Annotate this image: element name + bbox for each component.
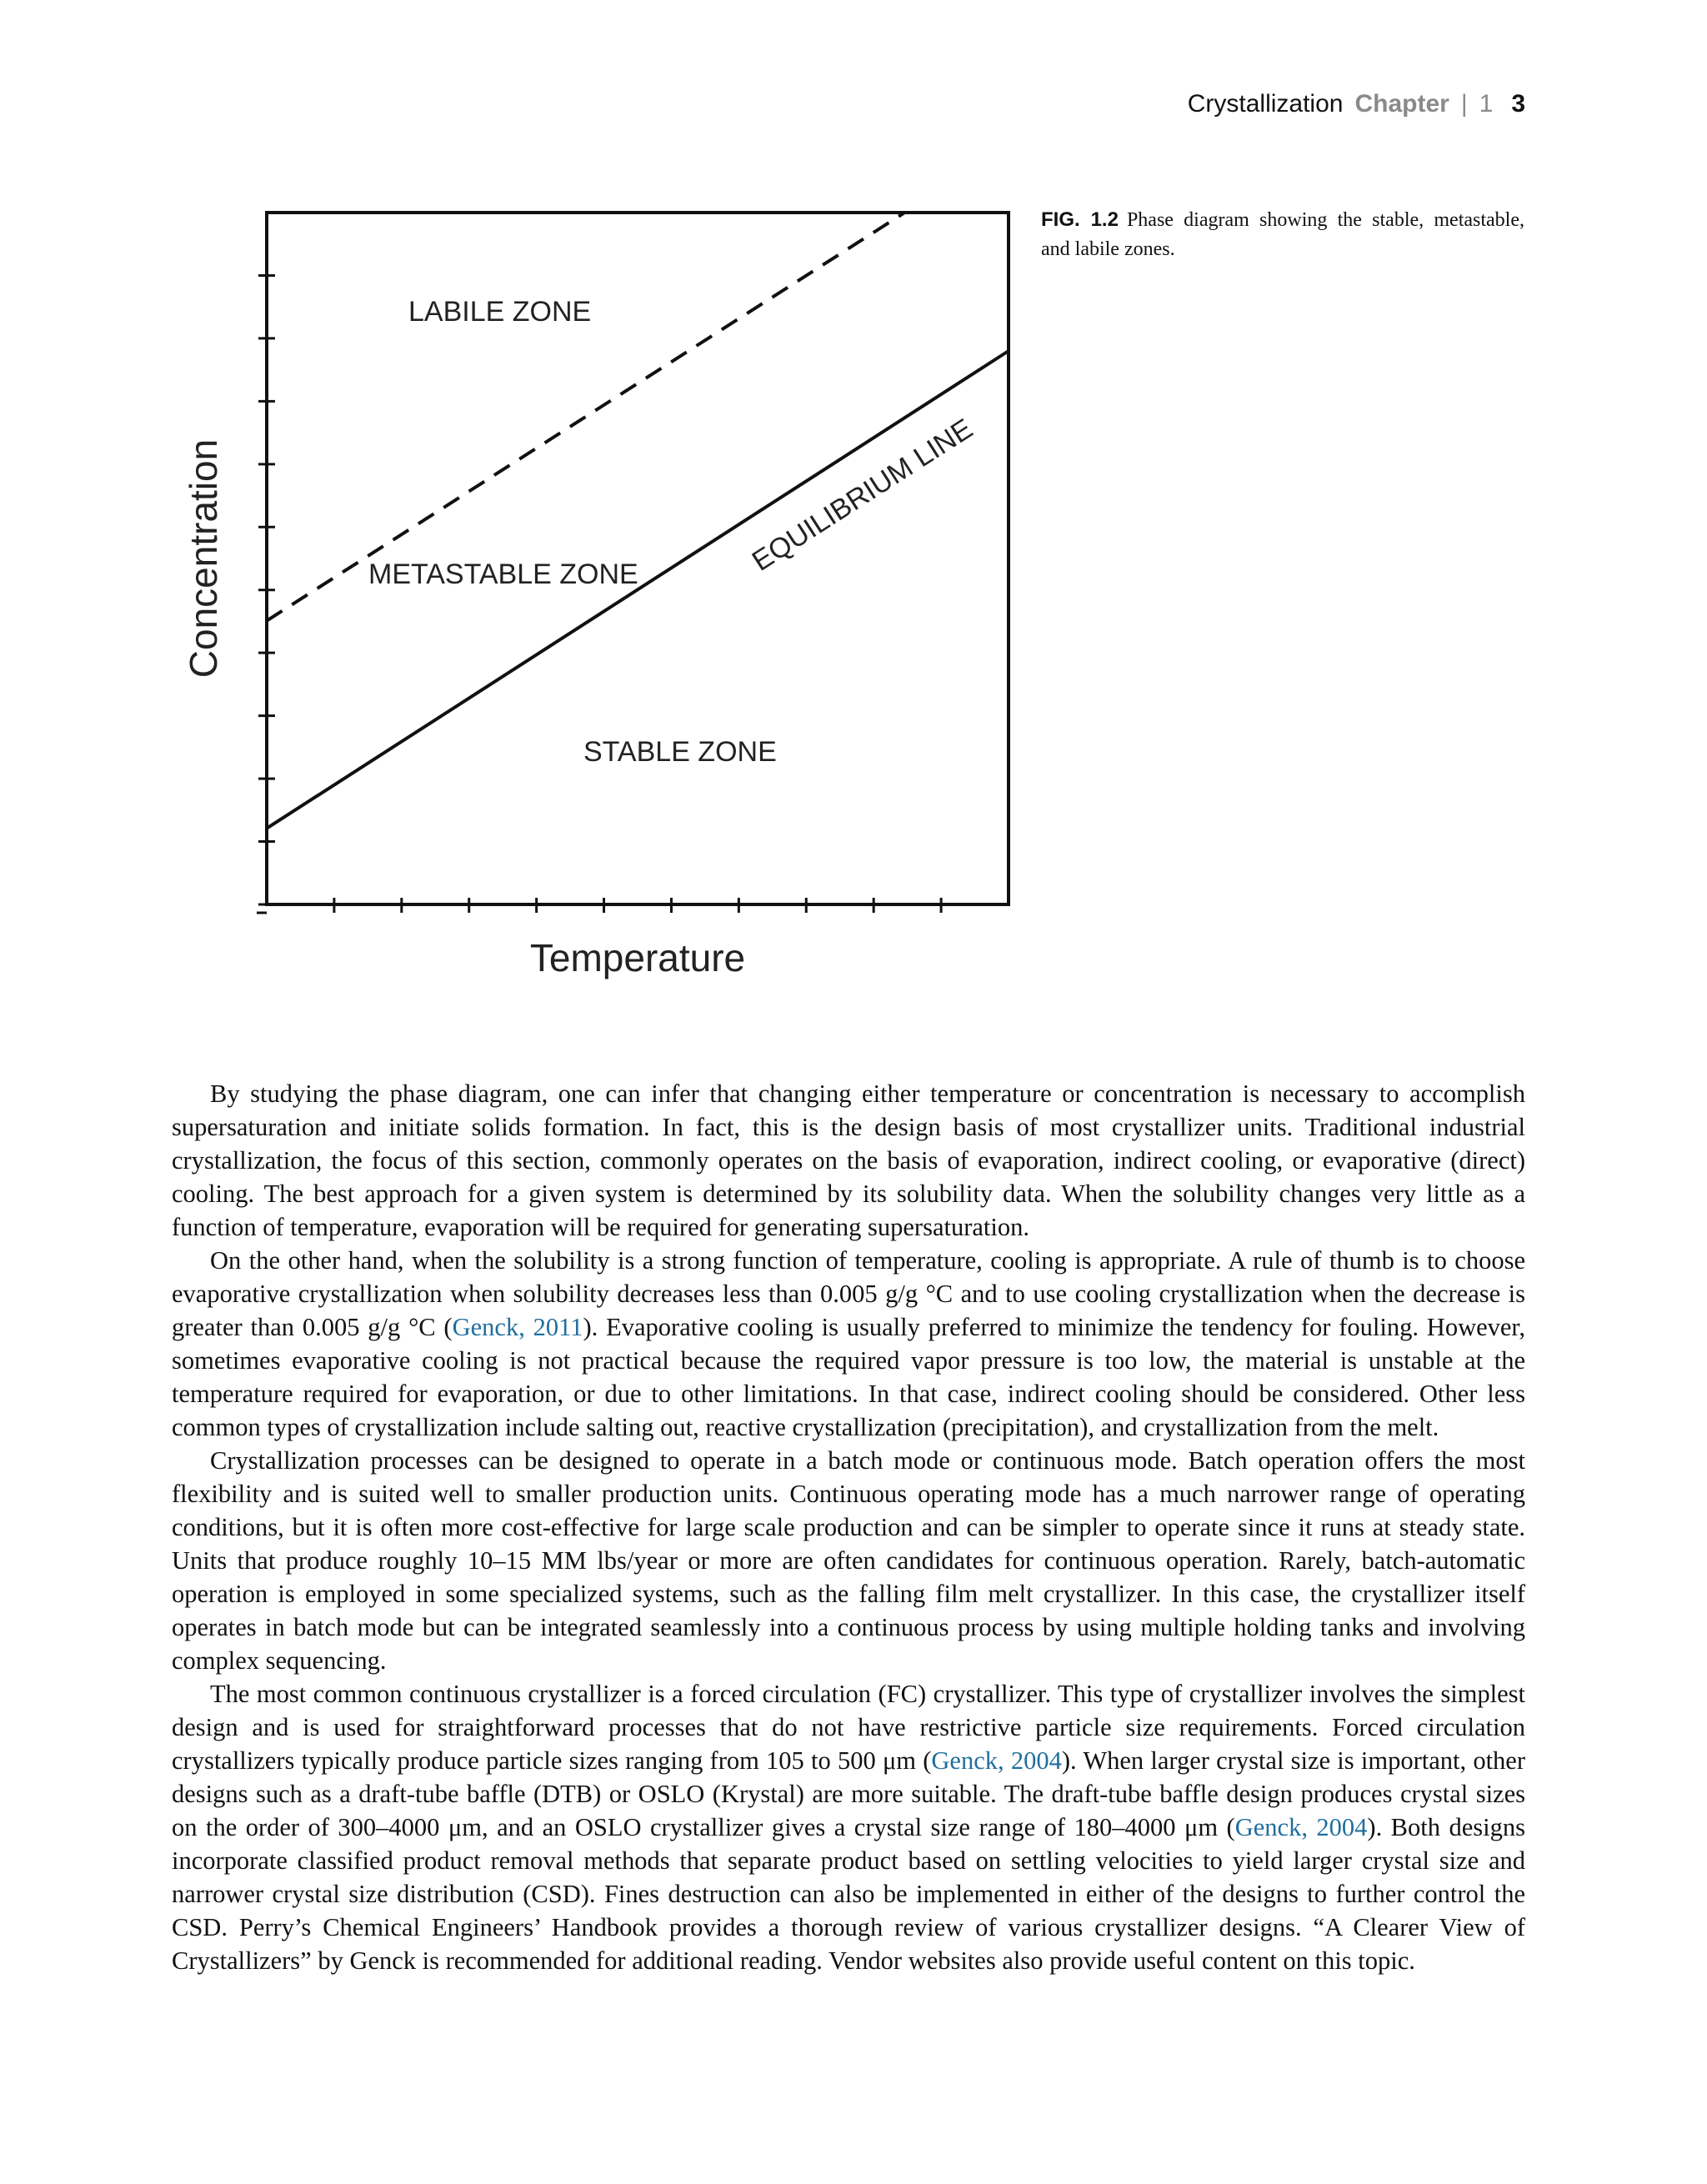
chapter-word: Chapter [1354, 90, 1449, 118]
citation-link[interactable]: Genck, 2011 [452, 1313, 583, 1341]
stable-zone-label: STABLE ZONE [583, 736, 777, 768]
y-axis-label: Concentration [182, 438, 225, 679]
labile-zone-label: LABILE ZONE [408, 296, 592, 328]
caption-text: Phase diagram showing the stable, metastable, and labile zones. [1041, 209, 1524, 260]
paragraph-text: By studying the phase diagram, one can infer that changing either temperature or concentration is necessary to accomplish supersaturation and initiate solids formation. In fact, this is the design basis of most crystallizer units. Traditional industrial crystallization, the focus of this section, commonly operates on the basis of evaporation, indirect cooling, or evaporative (direct) cooling. The best approach for a given system is determined by its solubility data. When the solubility changes very little as a function of temperature, evaporation will be required for generating supersaturation. [172, 1079, 1525, 1241]
body-paragraph [172, 1444, 1525, 1677]
phase-diagram-chart [150, 192, 1017, 1000]
paragraph-text: ). Both designs incorporate classified product removal methods that separate product based on settling velocities to yield larger crystal size and narrower crystal size distribution (CSD). Fines destruction can also be implemented in either of the designs to further control the CSD. Perry’s Chemical Engineers’ Handbook provides a thorough review of various crystallizer designs. “A Clearer View of Crystallizers” by Genck is recommended for additional reading. Vendor websites also provide useful content on this topic. [172, 1813, 1525, 1975]
metastable-zone-label: METASTABLE ZONE [368, 559, 638, 590]
x-axis-label: Temperature [529, 936, 746, 979]
paragraph-text: ). When larger crystal size is important, other designs such as a draft-tube baffle (DTB) or OSLO (Krystal) are more suitable. The draft-tube baffle design produces crystal sizes on the order of 300–4000 μm, and an OSLO crystallizer gives a crystal size range of 180–4000 μm ( [172, 1746, 1525, 1841]
page-number: 3 [1511, 90, 1525, 118]
body-paragraph [172, 1244, 1525, 1444]
body-paragraph [172, 1677, 1525, 1977]
section-title: Crystallization [1187, 90, 1344, 118]
body-text [172, 1077, 1525, 1977]
citation-link[interactable]: Genck, 2004 [931, 1746, 1062, 1775]
paragraph-text: Crystallization processes can be designed to operate in a batch mode or continuous mode. Batch operation offers the most flexibility and is suited well to smaller production units. Continuous operating mode has a much narrower range of operating conditions, but it is often more cost-effective for large scale production and can be simpler to operate since it runs at steady state. Units that produce roughly 10–15 MM lbs/year or more are often candidates for continuous operation. Rarely, batch-automatic operation is employed in some specialized systems, such as the falling film melt crystallizer. In this case, the crystallizer itself operates in batch mode but can be integrated seamlessly into a continuous process by using multiple holding tanks and involving complex sequencing. [172, 1446, 1525, 1675]
figure-label: FIG. 1.2 [1041, 208, 1119, 231]
figure-caption [1041, 205, 1524, 264]
equilibrium-line-label: EQUILIBRIUM LINE [746, 413, 979, 578]
chapter-number: 1 [1479, 90, 1494, 118]
running-head [1188, 90, 1525, 118]
body-paragraph [172, 1077, 1525, 1244]
paragraph-text: ). Evaporative cooling is usually preferred to minimize the tendency for fouling. However, sometimes evaporative cooling is not practical because the required vapor pressure is too low, the material is unstable at the temperature required for evaporation, or due to other limitations. In that case, indirect cooling should be considered. Other less common types of crystallization include salting out, reactive crystallization (precipitation), and crystallization from the melt. [172, 1313, 1525, 1441]
header-separator: | [1460, 90, 1468, 118]
paragraph-text: The most common continuous crystallizer is a forced circulation (FC) crystallizer. This type of crystallizer involves the simplest design and is used for straightforward processes that do not have restrictive particle size requirements. Forced circulation crystallizers typically produce particle sizes ranging from 105 to 500 μm ( [172, 1680, 1525, 1775]
phase-diagram-figure [150, 192, 1017, 1004]
paragraph-text: On the other hand, when the solubility is a strong function of temperature, cooling is appropriate. A rule of thumb is to choose evaporative crystallization when solubility decreases less than 0.005 g/g °C and to use cooling crystallization when the decrease is greater than 0.005 g/g °C ( [172, 1246, 1525, 1341]
citation-link[interactable]: Genck, 2004 [1234, 1813, 1368, 1841]
